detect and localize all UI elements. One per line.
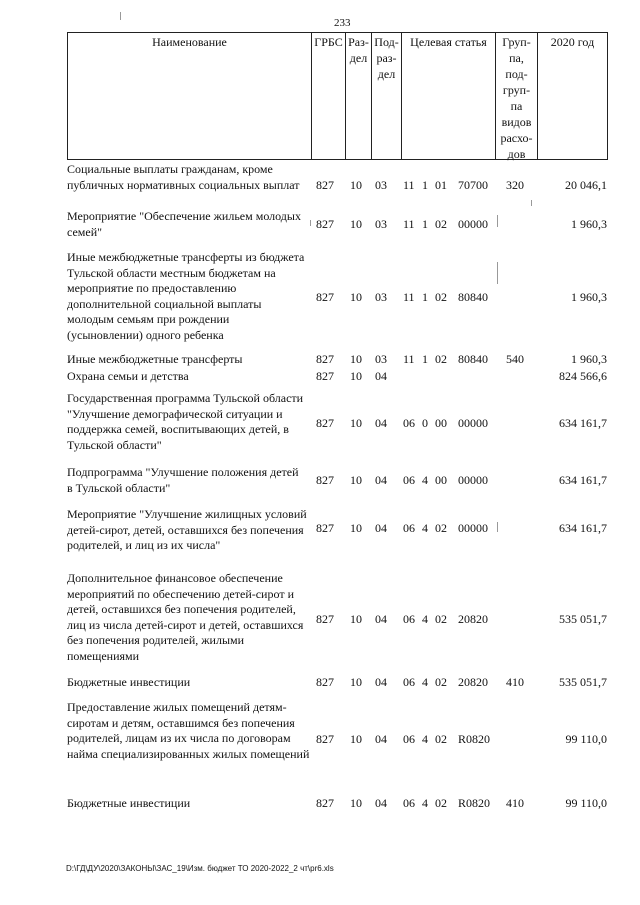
row-amount: 824 566,6 (559, 369, 607, 383)
row-target-code: 00000 (458, 473, 488, 487)
row-name: Мероприятие "Обеспечение жильем молодых семей" (67, 209, 301, 239)
row-target-subprogram: 4 (422, 675, 428, 689)
row-target-code: R0820 (458, 796, 491, 810)
row-target-program: 11 (403, 290, 415, 304)
page-number: 233 (334, 17, 351, 29)
row-target-subprogram: 1 (422, 178, 428, 192)
row-amount: 99 110,0 (565, 796, 607, 810)
row-vid: 410 (506, 796, 524, 810)
row-amount: 535 051,7 (559, 675, 607, 689)
row-target-event: 02 (435, 290, 447, 304)
row-target-subprogram: 1 (422, 290, 428, 304)
row-razdel: 10 (350, 416, 362, 430)
row-amount: 1 960,3 (571, 290, 607, 304)
row-target-event: 01 (435, 178, 447, 192)
row-name: Мероприятие "Улучшение жилищных условий детей-сирот, детей, оставшихся без попечения родителей, и лиц из их числа" (67, 507, 307, 552)
row-target-event: 02 (435, 352, 447, 366)
header-razdel: Раз- дел (345, 33, 371, 159)
row-grbs: 827 (316, 217, 334, 231)
row-name: Государственная программа Тульской области "Улучшение демографической ситуации и поддержка семей, воспитывающих детей, в Тульской области" (67, 391, 304, 452)
row-grbs: 827 (316, 352, 334, 366)
row-name: Дополнительное финансовое обеспечение мероприятий по обеспечению детей-сирот и детей, оставшихся без попечения родителей, лиц из числа детей-сирот и детей, оставшихся без попечения родителей, жилыми помещениями (67, 571, 304, 663)
row-target-program: 06 (403, 416, 415, 430)
row-name: Иные межбюджетные трансферты (67, 352, 243, 366)
row-target-program: 06 (403, 521, 415, 535)
row-target-subprogram: 4 (422, 521, 428, 535)
row-target-code: 80840 (458, 290, 488, 304)
row-name: Социальные выплаты гражданам, кроме публичных нормативных социальных выплат (67, 162, 300, 192)
row-razdel: 10 (350, 796, 362, 810)
row-target-program: 11 (403, 178, 415, 192)
row-razdel: 10 (350, 178, 362, 192)
row-podrazdel: 04 (375, 675, 387, 689)
header-name: Наименование (67, 33, 311, 159)
row-amount: 1 960,3 (571, 217, 607, 231)
row-target-event: 02 (435, 675, 447, 689)
row-target-program: 11 (403, 217, 415, 231)
row-target-code: 20820 (458, 675, 488, 689)
row-amount: 634 161,7 (559, 521, 607, 535)
scan-mark (497, 262, 498, 284)
row-razdel: 10 (350, 352, 362, 366)
row-razdel: 10 (350, 290, 362, 304)
row-target-code: R0820 (458, 732, 491, 746)
row-target-event: 02 (435, 217, 447, 231)
row-podrazdel: 04 (375, 521, 387, 535)
header-target: Целевая статья (401, 33, 495, 159)
row-amount: 99 110,0 (565, 732, 607, 746)
row-razdel: 10 (350, 217, 362, 231)
table-header (67, 32, 608, 160)
row-target-subprogram: 1 (422, 352, 428, 366)
row-target-event: 02 (435, 612, 447, 626)
header-amount: 2020 год (537, 33, 608, 159)
footer-file-path: D:\ГД\ДУ\2020\ЗАКОНЫ\ЗАС_19\Изм. бюджет ТО 2020-2022_2 чт\pr6.xls (66, 864, 334, 873)
row-target-program: 06 (403, 732, 415, 746)
row-name: Подпрограмма "Улучшение положения детей в Тульской области" (67, 465, 299, 495)
row-podrazdel: 03 (375, 217, 387, 231)
row-target-code: 00000 (458, 217, 488, 231)
row-name: Охрана семьи и детства (67, 369, 189, 383)
row-name: Иные межбюджетные трансферты из бюджета Тульской области местным бюджетам на мероприятие по предоставлению дополнительной социальной выплаты молодым семьям при рождении (усыновлении) одного ребенка (67, 250, 305, 342)
row-razdel: 10 (350, 612, 362, 626)
scan-mark (310, 220, 311, 226)
row-target-program: 06 (403, 796, 415, 810)
scan-mark (497, 522, 498, 532)
row-target-subprogram: 4 (422, 473, 428, 487)
row-podrazdel: 03 (375, 352, 387, 366)
row-vid: 540 (506, 352, 524, 366)
row-podrazdel: 04 (375, 732, 387, 746)
row-grbs: 827 (316, 290, 334, 304)
row-target-event: 02 (435, 521, 447, 535)
scan-mark (531, 200, 532, 206)
row-name: Бюджетные инвестиции (67, 796, 191, 810)
row-target-event: 02 (435, 796, 447, 810)
row-target-subprogram: 4 (422, 612, 428, 626)
header-vid: Груп- па, под- груп- па видов расхо- дов (495, 33, 537, 159)
row-target-subprogram: 1 (422, 217, 428, 231)
row-target-code: 00000 (458, 521, 488, 535)
row-target-event: 02 (435, 732, 447, 746)
row-grbs: 827 (316, 521, 334, 535)
header-podrazdel: Под- раз- дел (371, 33, 401, 159)
row-grbs: 827 (316, 473, 334, 487)
row-target-code: 20820 (458, 612, 488, 626)
row-grbs: 827 (316, 178, 334, 192)
row-grbs: 827 (316, 796, 334, 810)
row-target-program: 06 (403, 612, 415, 626)
row-grbs: 827 (316, 675, 334, 689)
row-target-subprogram: 4 (422, 732, 428, 746)
row-target-code: 80840 (458, 352, 488, 366)
row-target-subprogram: 4 (422, 796, 428, 810)
row-grbs: 827 (316, 732, 334, 746)
row-target-code: 00000 (458, 416, 488, 430)
row-razdel: 10 (350, 732, 362, 746)
row-name: Бюджетные инвестиции (67, 675, 191, 689)
row-grbs: 827 (316, 416, 334, 430)
row-grbs: 827 (316, 612, 334, 626)
row-name: Предоставление жилых помещений детям-сиротам и детям, оставшимся без попечения родителей, лицам из их числа по договорам найма специализированных жилых помещений (67, 700, 310, 761)
row-podrazdel: 04 (375, 369, 387, 383)
row-target-event: 00 (435, 473, 447, 487)
row-amount: 20 046,1 (565, 178, 607, 192)
row-amount: 1 960,3 (571, 352, 607, 366)
row-podrazdel: 04 (375, 796, 387, 810)
row-podrazdel: 04 (375, 473, 387, 487)
row-podrazdel: 03 (375, 178, 387, 192)
row-razdel: 10 (350, 369, 362, 383)
row-target-event: 00 (435, 416, 447, 430)
row-target-program: 06 (403, 675, 415, 689)
row-target-code: 70700 (458, 178, 488, 192)
scan-mark (120, 12, 121, 20)
row-razdel: 10 (350, 521, 362, 535)
row-target-program: 06 (403, 473, 415, 487)
header-grbs: ГРБС (311, 33, 345, 159)
row-amount: 634 161,7 (559, 416, 607, 430)
row-razdel: 10 (350, 473, 362, 487)
row-target-subprogram: 0 (422, 416, 428, 430)
row-amount: 634 161,7 (559, 473, 607, 487)
row-razdel: 10 (350, 675, 362, 689)
row-podrazdel: 03 (375, 290, 387, 304)
row-podrazdel: 04 (375, 612, 387, 626)
row-vid: 320 (506, 178, 524, 192)
row-amount: 535 051,7 (559, 612, 607, 626)
row-target-program: 11 (403, 352, 415, 366)
scan-mark (497, 215, 498, 227)
row-podrazdel: 04 (375, 416, 387, 430)
row-grbs: 827 (316, 369, 334, 383)
row-vid: 410 (506, 675, 524, 689)
